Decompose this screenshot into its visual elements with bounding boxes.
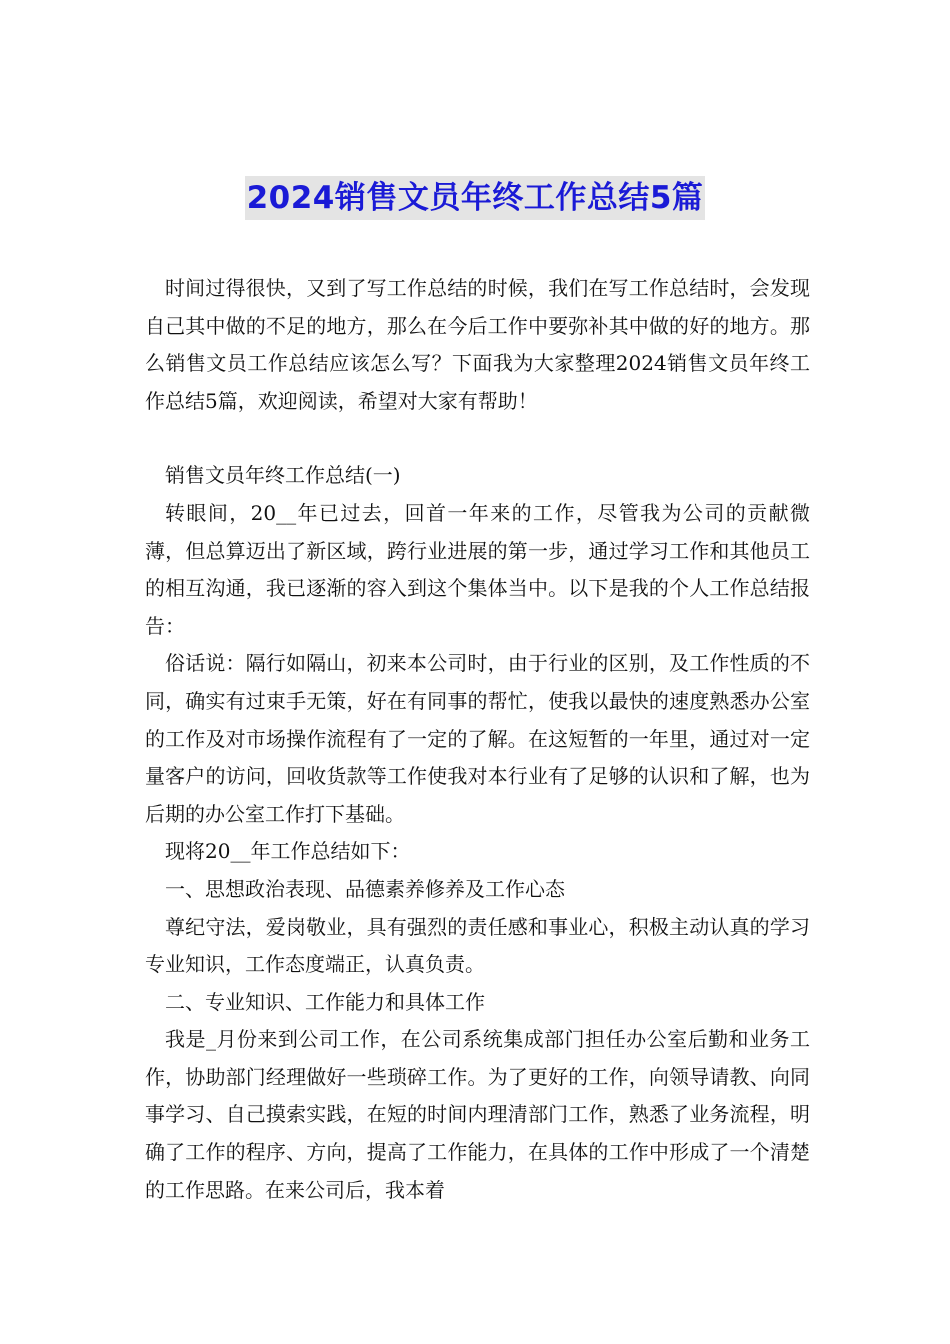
intro-paragraph: 时间过得很快，又到了写工作总结的时候，我们在写工作总结时，会发现自己其中做的不足的地方，那么在今后工作中要弥补其中做的好的地方。那么销售文员工作总结应该怎么写？下面我为大家整理2024销售文员年终工作总结5篇，欢迎阅读，希望对大家有帮助！: [145, 276, 810, 413]
body-paragraph: 尊纪守法，爱岗敬业，具有强烈的责任感和事业心，积极主动认真的学习专业知识，工作态度端正，认真负责。: [145, 914, 810, 977]
body-paragraph: 我是_月份来到公司工作，在公司系统集成部门担任办公室后勤和业务工作，协助部门经理做好一些琐碎工作。为了更好的工作，向领导请教、向同事学习、自己摸索实践，在短的时间内理清部门工作，熟悉了业务流程，明确了工作的程序、方向，提高了工作能力，在具体的工作中形成了一个清楚的工作思路。在来公司后，我本着: [145, 1027, 810, 1202]
subheading-2: 二、专业知识、工作能力和具体工作: [165, 989, 485, 1014]
body-paragraph: 现将20__年工作总结如下：: [165, 839, 411, 864]
paragraph-gap: [145, 420, 810, 457]
body-paragraph: 俗话说：隔行如隔山，初来本公司时，由于行业的区别，及工作性质的不同，确实有过束手无策，好在有同事的帮忙，使我以最快的速度熟悉办公室的工作及对市场操作流程有了一定的了解。在这短暂的一年里，通过对一定量客户的访问，回收货款等工作使我对本行业有了足够的认识和了解，也为后期的办公室工作打下基础。: [145, 651, 810, 826]
body-paragraph: 转眼间，20__年已过去，回首一年来的工作，尽管我为公司的贡献微薄，但总算迈出了新区域，跨行业进展的第一步，通过学习工作和其他员工的相互沟通，我已逐渐的容入到这个集体当中。以下是我的个人工作总结报告：: [145, 500, 810, 638]
title-container: [0, 176, 950, 220]
document-title: 2024销售文员年终工作总结5篇: [245, 176, 706, 220]
subheading-1: 一、思想政治表现、品德素养修养及工作心态: [165, 876, 565, 901]
document-body: [145, 270, 810, 1209]
section-heading: 销售文员年终工作总结(一): [165, 463, 401, 488]
